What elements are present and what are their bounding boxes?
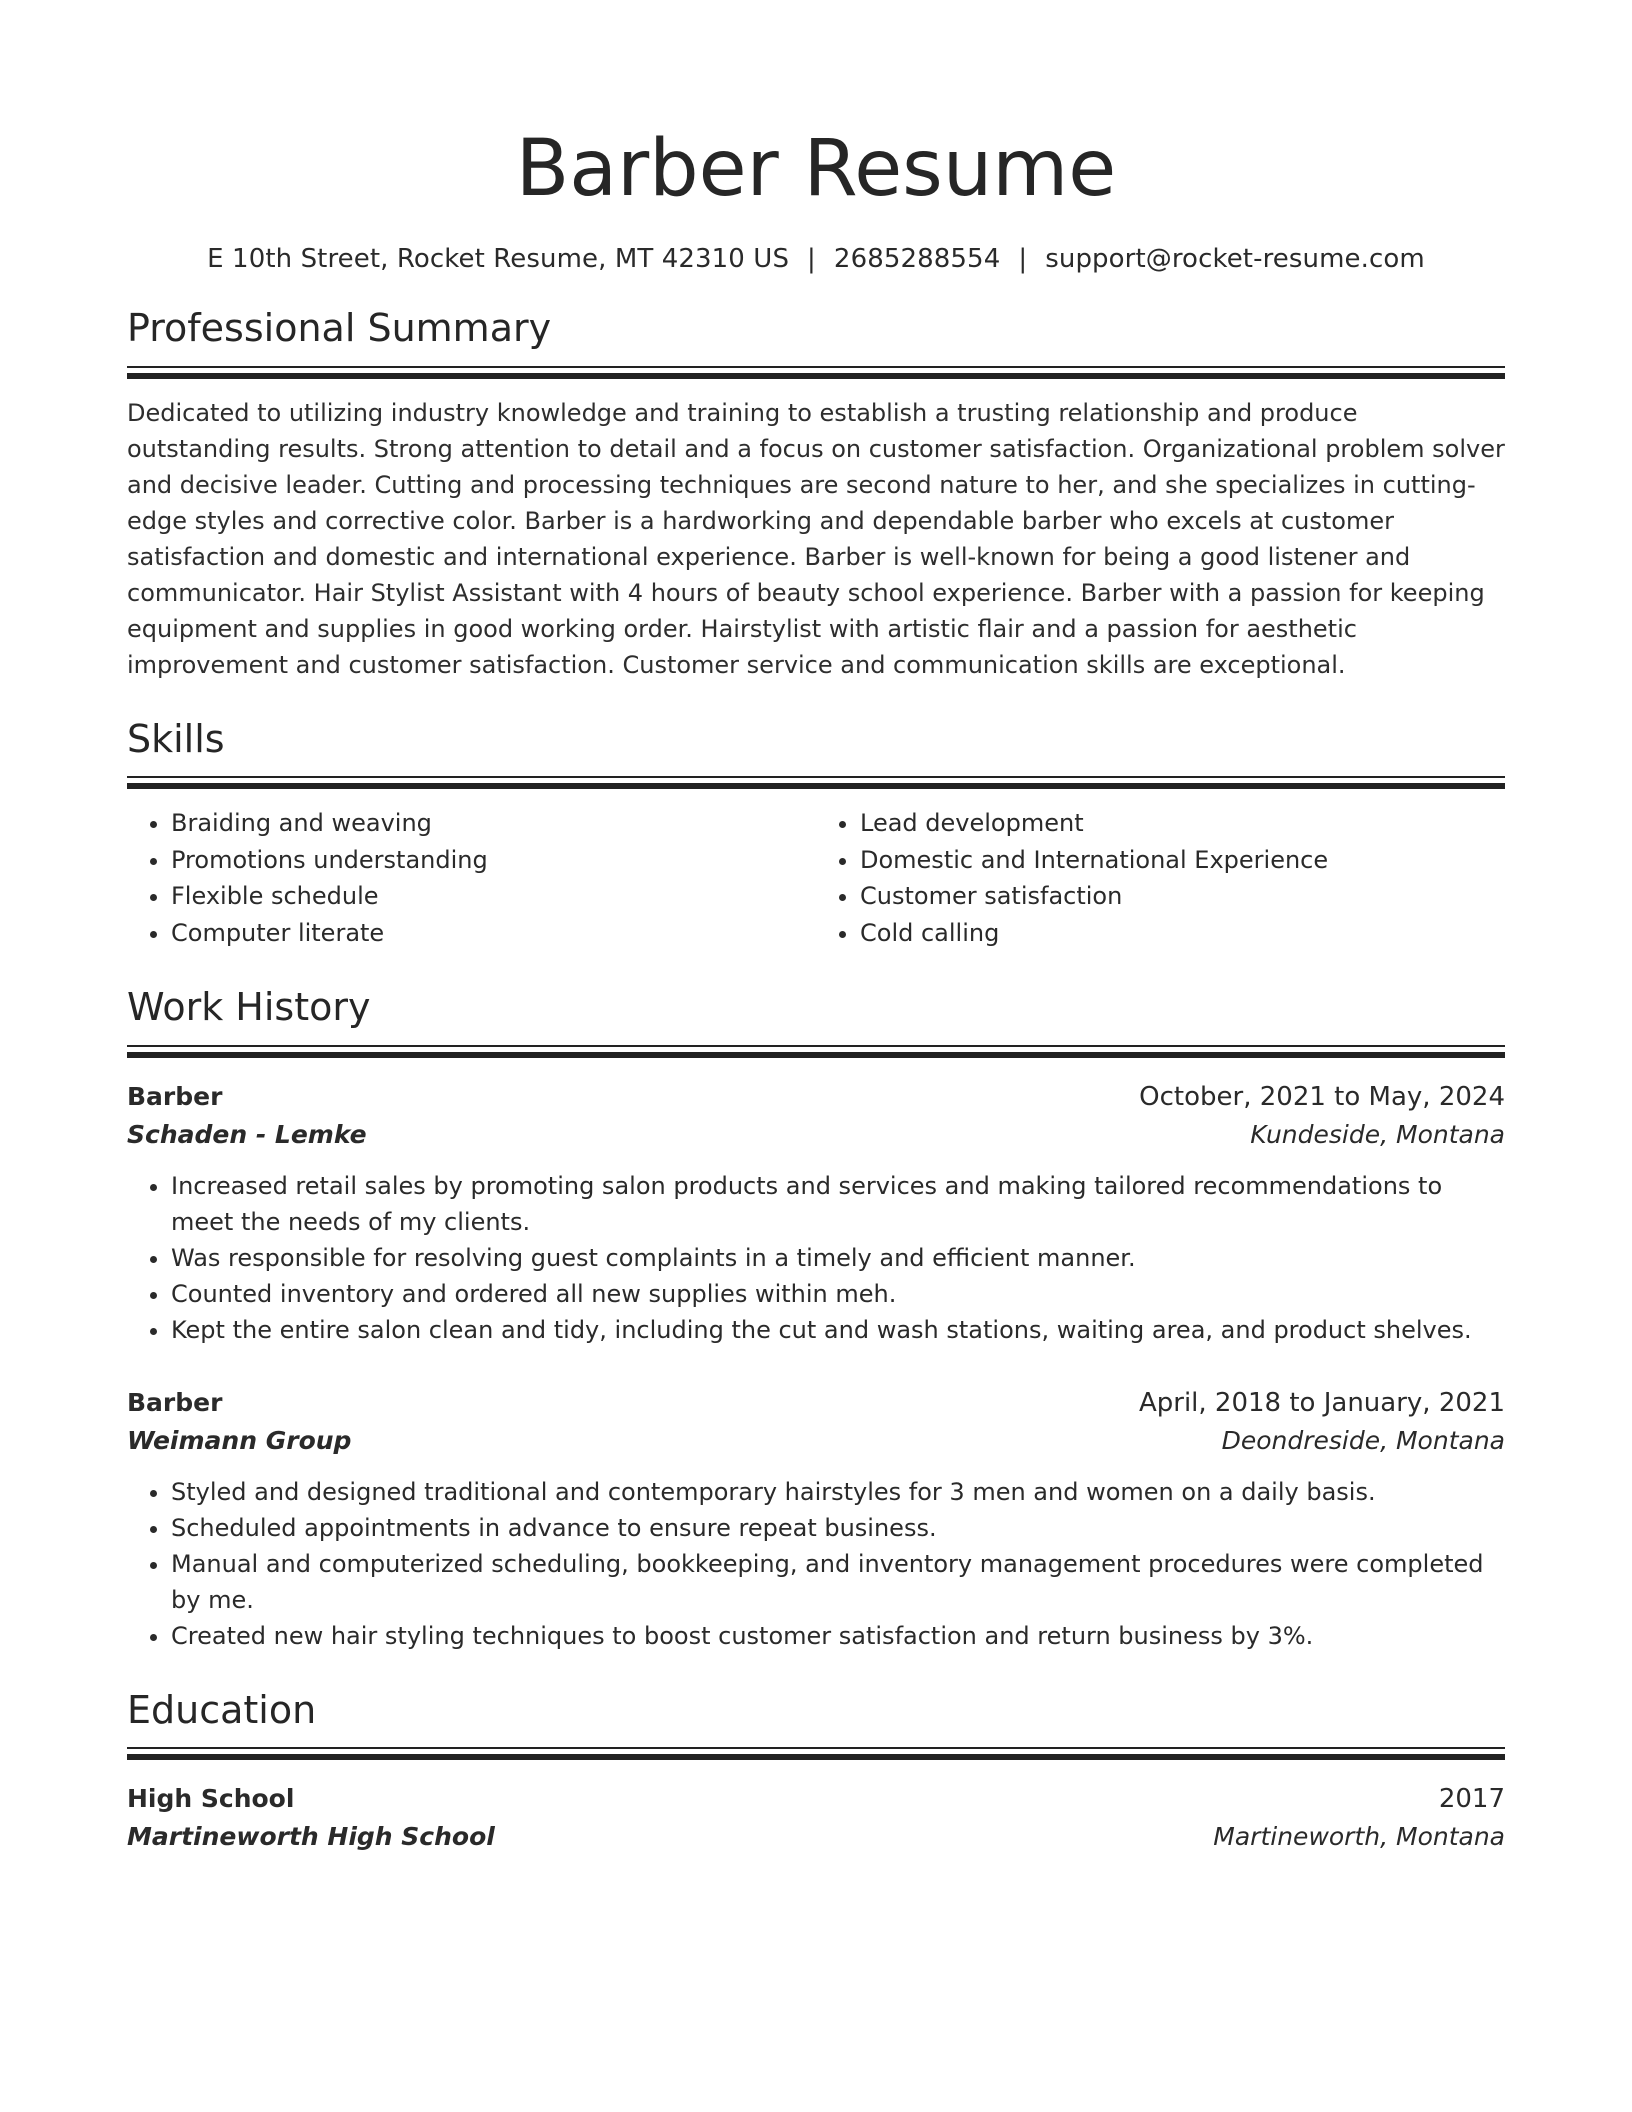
- skill-item: • Braiding and weaving: [171, 805, 816, 842]
- skills-section: [127, 717, 1505, 952]
- section-divider: [127, 366, 1505, 379]
- skills-list: [127, 805, 1505, 951]
- contact-line: [127, 244, 1505, 274]
- contact-address: E 10th Street, Rocket Resume, MT 42310 US: [207, 244, 790, 274]
- contact-phone: 2685288554: [833, 244, 1001, 274]
- job-entry: [127, 1384, 1505, 1654]
- job-bullet: • Created new hair styling techniques to boost customer satisfaction and return business by 3%.: [171, 1618, 1505, 1654]
- education-degree: High School: [127, 1784, 295, 1814]
- education-entry: [127, 1780, 1505, 1856]
- section-divider: [127, 1747, 1505, 1760]
- job-bullet: • Kept the entire salon clean and tidy, including the cut and wash stations, waiting area, and product shelves.: [171, 1312, 1505, 1348]
- section-title-education: Education: [127, 1687, 317, 1732]
- job-company: Schaden - Lemke: [127, 1119, 367, 1149]
- skill-item: • Promotions understanding: [171, 842, 816, 879]
- job-company: Weimann Group: [127, 1425, 352, 1455]
- job-title: Barber: [127, 1081, 223, 1111]
- summary-text: Dedicated to utilizing industry knowledge and training to establish a trusting relationship and produce outstanding results. Strong attention to detail and a focus on customer satisfaction. Organizational problem solver and decisive leader. Cutting and processing techniques are second nature to her, and she specializes in cutting-edge styles and corrective color. Barber is a hardworking and dependable barber who excels at customer satisfaction and domestic and international experience. Barber is well-known for being a good listener and communicator. Hair Stylist Assistant with 4 hours of beauty school experience. Barber with a passion for keeping equipment and supplies in good working order. Hairstylist with artistic flair and a passion for aesthetic improvement and customer satisfaction. Customer service and communication skills are exceptional.: [127, 398, 1505, 679]
- job-bullet: • Styled and designed traditional and contemporary hairstyles for 3 men and women on a daily basis.: [171, 1474, 1505, 1510]
- job-bullet: • Counted inventory and ordered all new supplies within meh.: [171, 1276, 1505, 1312]
- job-location: Deondreside, Montana: [1221, 1425, 1505, 1455]
- section-title-work-history: Work History: [127, 985, 371, 1030]
- skills-column-left: [127, 805, 816, 951]
- section-title-skills: Skills: [127, 716, 225, 761]
- job-bullet: • Manual and computerized scheduling, bookkeeping, and inventory management procedures were completed by me.: [171, 1546, 1505, 1618]
- job-bullet: • Scheduled appointments in advance to ensure repeat business.: [171, 1510, 1505, 1546]
- skills-column-right: [816, 805, 1505, 951]
- section-divider: [127, 776, 1505, 789]
- job-dates: April, 2018 to January, 2021: [1138, 1387, 1505, 1418]
- job-bullet: • Was responsible for resolving guest complaints in a timely and efficient manner.: [171, 1240, 1505, 1276]
- contact-separator: |: [807, 244, 816, 274]
- summary-section: [127, 306, 1505, 683]
- section-divider: [127, 1045, 1505, 1058]
- job-dates: October, 2021 to May, 2024: [1139, 1081, 1505, 1112]
- skill-item: • Cold calling: [860, 915, 1505, 952]
- work-history-section: [127, 985, 1505, 1654]
- contact-email: support@rocket-resume.com: [1045, 244, 1425, 274]
- section-title-summary: Professional Summary: [127, 306, 552, 350]
- job-bullets: [127, 1474, 1505, 1654]
- education-school: Martineworth High School: [127, 1822, 495, 1852]
- job-bullet: • Increased retail sales by promoting salon products and services and making tailored recommendations to meet the needs of my clients.: [171, 1168, 1505, 1240]
- job-bullets: [127, 1168, 1505, 1348]
- skill-item: • Customer satisfaction: [860, 878, 1505, 915]
- job-title: Barber: [127, 1387, 223, 1417]
- skill-item: • Computer literate: [171, 915, 816, 952]
- job-location: Kundeside, Montana: [1250, 1119, 1505, 1149]
- education-location: Martineworth, Montana: [1213, 1822, 1505, 1852]
- education-section: [127, 1688, 1505, 1857]
- education-year: 2017: [1438, 1784, 1505, 1815]
- skill-item: • Flexible schedule: [171, 878, 816, 915]
- resume-name: Barber Resume: [515, 124, 1117, 214]
- contact-separator: |: [1018, 244, 1028, 274]
- job-entry: [127, 1078, 1505, 1348]
- skill-item: • Domestic and International Experience: [860, 842, 1505, 879]
- skill-item: • Lead development: [860, 805, 1505, 842]
